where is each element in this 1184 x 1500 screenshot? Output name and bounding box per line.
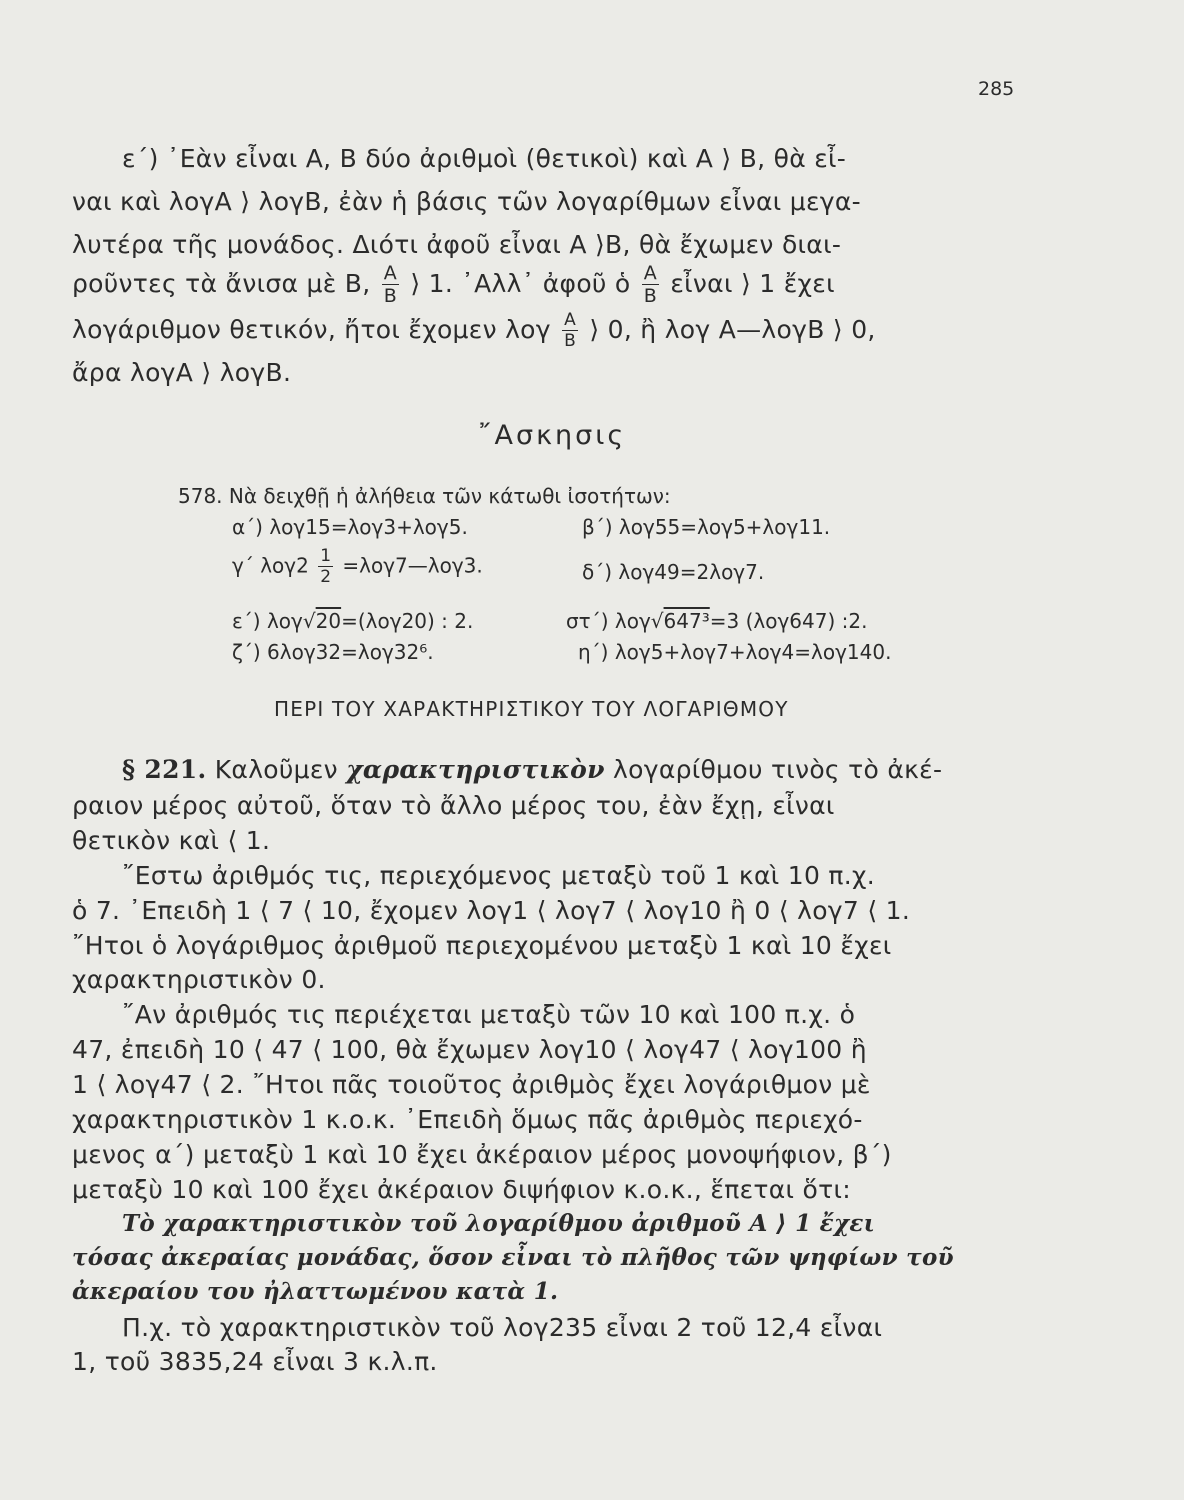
- fraction-denominator: Β: [643, 285, 658, 307]
- para-e-line-6: ἄρα λογΑ ⟩ λογΒ.: [72, 358, 292, 387]
- fraction-denominator: 2: [320, 567, 332, 587]
- radical-sign: √: [650, 609, 664, 633]
- fraction-numerator: Α: [564, 310, 577, 330]
- para-e-line-3: λυτέρα τῆς μονάδος. Διότι ἀφοῦ εἶναι Α ⟩Β, θὰ ἔχωμεν διαι-: [72, 230, 842, 259]
- sec221-line-2: ραιον μέρος αὐτοῦ, ὅταν τὸ ἄλλο μέρος του, ἐὰν ἔχῃ, εἶναι: [72, 791, 835, 820]
- exercise-item-a: α΄) λογ15=λογ3+λογ5.: [232, 515, 468, 539]
- fraction-a-over-b: [382, 264, 399, 306]
- item-e-radicand: 20: [315, 609, 342, 633]
- exercise-item-b: β΄) λογ55=λογ5+λογ11.: [582, 515, 831, 539]
- fraction-numerator: 1: [320, 546, 332, 566]
- body-line-10: μεταξὺ 10 καὶ 100 ἔχει ἀκέραιον διψήφιον κ.ο.κ., ἕπεται ὅτι:: [72, 1175, 851, 1204]
- exercise-intro: 578. Νὰ δειχθῇ ἡ ἀλήθεια τῶν κάτωθι ἰσοτήτων:: [178, 484, 671, 508]
- item-g-pre: γ΄ λογ2: [232, 553, 309, 578]
- item-st-pre: στ΄) λογ: [566, 609, 651, 633]
- body-line-4: χαρακτηριστικὸν 0.: [72, 965, 326, 994]
- line4-part-a: ροῦντες τὰ ἄνισα μὲ Β,: [72, 269, 371, 298]
- radical-sign: √: [302, 609, 316, 633]
- line4-part-b: ⟩ 1. ᾿Αλλ᾿ ἀφοῦ ὁ: [410, 269, 631, 298]
- page-number: 285: [978, 78, 1015, 100]
- sec221-l1a: Καλοῦμεν: [206, 755, 347, 784]
- line4-part-c: εἶναι ⟩ 1 ἔχει: [670, 269, 835, 298]
- section-heading: ΠΕΡΙ ΤΟΥ ΧΑΡΑΚΤΗΡΙΣΤΙΚΟΥ ΤΟΥ ΛΟΓΑΡΙΘΜΟΥ: [274, 697, 789, 721]
- body-line-6: 47, ἐπειδὴ 10 ⟨ 47 ⟨ 100, θὰ ἔχωμεν λογ10 ⟨ λογ47 ⟨ λογ100 ἢ: [72, 1035, 867, 1064]
- item-st-radicand: 647³: [663, 609, 710, 633]
- sec221-line-1: [122, 755, 942, 784]
- rule-line-3: ἀκεραίου του ἠλαττωμένου κατὰ 1.: [72, 1278, 559, 1305]
- item-g-post: =λογ7—λογ3.: [342, 553, 483, 578]
- item-st-post: =3 (λογ647) :2.: [709, 609, 868, 633]
- exercise-item-g: [232, 548, 483, 586]
- exercise-item-st: [566, 609, 867, 633]
- line5-part-b: ⟩ 0, ἢ λογ Α—λογΒ ⟩ 0,: [589, 315, 876, 344]
- line5-part-a: λογάριθμον θετικόν, ἤτοι ἔχομεν λογ: [72, 315, 551, 344]
- fraction-a-over-b-3: [562, 312, 578, 350]
- fraction-denominator: Β: [564, 331, 577, 351]
- body-line-2: ὁ 7. ᾿Επειδὴ 1 ⟨ 7 ⟨ 10, ἔχομεν λογ1 ⟨ λογ7 ⟨ λογ10 ἢ 0 ⟨ λογ7 ⟨ 1.: [72, 896, 911, 925]
- body-line-3: ῎Ητοι ὁ λογάριθμος ἀριθμοῦ περιεχομένου μεταξὺ 1 καὶ 10 ἔχει: [72, 931, 892, 960]
- sec221-l1c: λογαρίθμου τινὸς τὸ ἀκέ-: [604, 755, 943, 784]
- rule-line-2: τόσας ἀκεραίας μονάδας, ὅσον εἶναι τὸ πλῆθος τῶν ψηφίων τοῦ: [72, 1244, 954, 1271]
- exercise-item-e: [232, 609, 473, 633]
- body-line-8: χαρακτηριστικὸν 1 κ.ο.κ. ᾿Επειδὴ ὅμως πᾶς ἀριθμὸς περιεχό-: [72, 1105, 863, 1134]
- body-line-1: ῎Εστω ἀριθμός τις, περιεχόμενος μεταξὺ τοῦ 1 καὶ 10 π.χ.: [122, 861, 875, 890]
- fraction-denominator: Β: [383, 285, 398, 307]
- exercise-title: ῎Ασκησις: [478, 420, 627, 451]
- fraction-one-half: [318, 548, 333, 586]
- rule-line-1: Τὸ χαρακτηριστικὸν τοῦ λογαρίθμου ἀριθμοῦ Α ⟩ 1 ἔχει: [122, 1210, 876, 1237]
- example-line-2: 1, τοῦ 3835,24 εἶναι 3 κ.λ.π.: [72, 1347, 438, 1376]
- body-line-5: ῎Αν ἀριθμός τις περιέχεται μεταξὺ τῶν 10 καὶ 100 π.χ. ὁ: [122, 1000, 856, 1029]
- exercise-item-h: η΄) λογ5+λογ7+λογ4=λογ140.: [578, 640, 892, 664]
- item-e-post: =(λογ20) : 2.: [341, 609, 474, 633]
- para-e-line-2: ναι καὶ λογΑ ⟩ λογΒ, ἐὰν ἡ βάσις τῶν λογαρίθμων εἶναι μεγα-: [72, 187, 861, 216]
- exercise-item-z: ζ΄) 6λογ32=λογ32⁶.: [232, 640, 434, 664]
- sec221-line-3: θετικὸν καὶ ⟨ 1.: [72, 826, 271, 855]
- fraction-numerator: Α: [643, 262, 658, 284]
- item-e-pre: ε΄) λογ: [232, 609, 303, 633]
- term-characteristic: χαρακτηριστικὸν: [346, 755, 605, 784]
- exercise-item-d: δ΄) λογ49=2λογ7.: [582, 560, 765, 584]
- fraction-numerator: Α: [383, 262, 398, 284]
- example-line-1: Π.χ. τὸ χαρακτηριστικὸν τοῦ λογ235 εἶναι 2 τοῦ 12,4 εἶναι: [122, 1313, 883, 1342]
- para-e-line-4: [72, 264, 835, 306]
- body-line-9: μενος α΄) μεταξὺ 1 καὶ 10 ἔχει ἀκέραιον μέρος μονοψήφιον, β΄): [72, 1140, 892, 1169]
- para-e-line-1: ε΄) ᾿Εὰν εἶναι Α, Β δύο ἀριθμοὶ (θετικοὶ) καὶ Α ⟩ Β, θὰ εἶ-: [122, 144, 847, 173]
- para-e-line-5: [72, 312, 876, 350]
- section-number: § 221.: [122, 755, 207, 784]
- body-line-7: 1 ⟨ λογ47 ⟨ 2. ῎Ητοι πᾶς τοιοῦτος ἀριθμὸς ἔχει λογάριθμον μὲ: [72, 1070, 871, 1099]
- fraction-a-over-b-2: [642, 264, 659, 306]
